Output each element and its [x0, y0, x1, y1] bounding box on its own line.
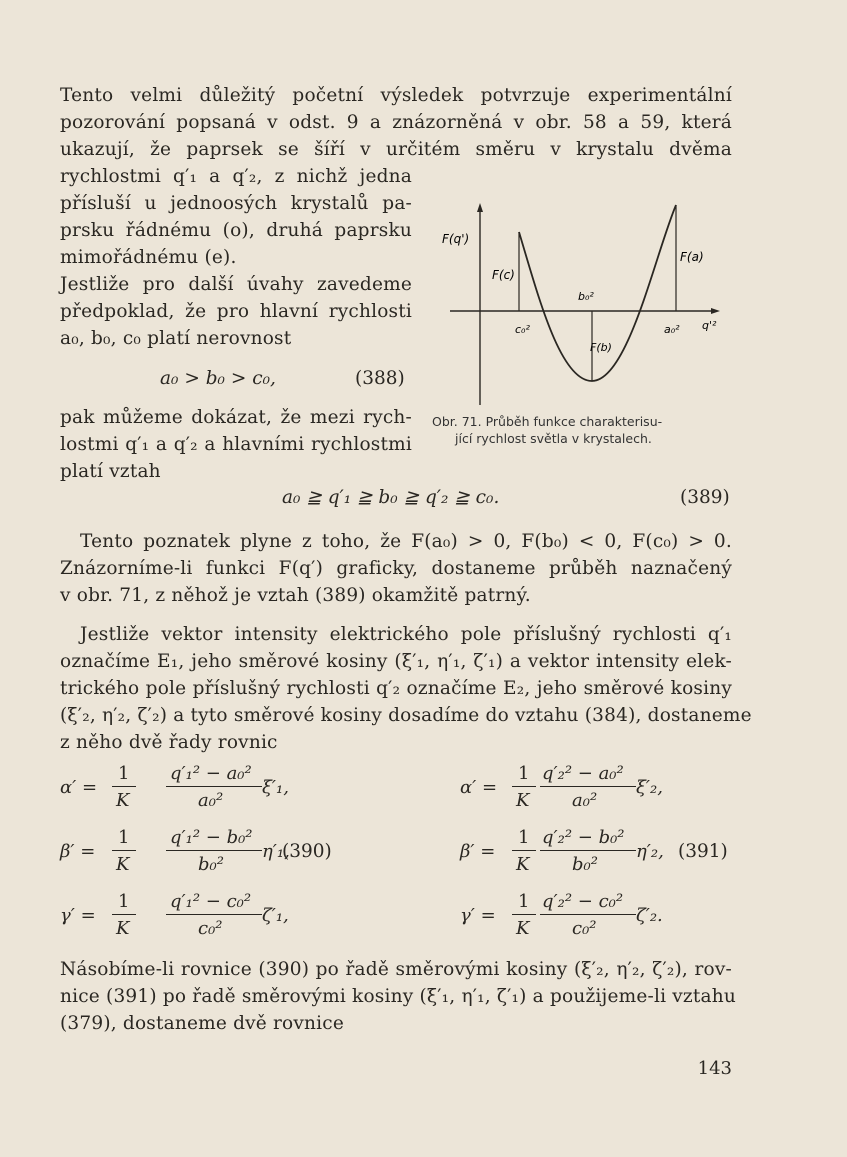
eq-one: 1 — [118, 891, 130, 912]
eq-one: 1 — [518, 891, 530, 912]
equation-number: (388) — [355, 368, 405, 389]
eq-one: 1 — [118, 763, 130, 784]
eq-k: K — [516, 854, 530, 875]
text-line: ukazují, že paprsek se šíří v určitém směru v krystalu dvěma — [60, 139, 732, 160]
text-line: Tento poznatek plyne z toho, že F(a₀) > 0, F(b₀) < 0, F(c₀) > 0. — [80, 531, 732, 552]
eq-k: K — [116, 790, 130, 811]
label-a0: a₀² — [664, 323, 680, 336]
label-f-q: F(q') — [442, 232, 470, 246]
eq-den: a₀² — [198, 790, 224, 811]
equation-389: a₀ ≧ q′₁ ≧ b₀ ≧ q′₂ ≧ c₀. — [282, 487, 500, 508]
text-line: pak můžeme dokázat, že mezi rych- — [60, 407, 412, 428]
eq-num: q′₂² − b₀² — [542, 827, 625, 848]
equation-number: (390) — [282, 841, 332, 862]
eq-one: 1 — [118, 827, 130, 848]
fraction-bar — [112, 786, 136, 787]
eq-den: b₀² — [198, 854, 224, 875]
fraction-bar — [166, 914, 262, 915]
equation-388: a₀ > b₀ > c₀, — [160, 368, 276, 389]
eq-num: q′₁² − a₀² — [170, 763, 252, 784]
eq-num: q′₁² − c₀² — [170, 891, 252, 912]
eq-lhs: α′ = — [460, 777, 498, 798]
eq-k: K — [116, 918, 130, 939]
eq-k: K — [516, 790, 530, 811]
figure-71-graph — [420, 195, 740, 410]
text-line: platí vztah — [60, 461, 161, 482]
text-line: trického pole příslušný rychlosti q′₂ označíme E₂, jeho směrové kosiny — [60, 678, 732, 699]
eq-den: c₀² — [198, 918, 223, 939]
equation-number: (389) — [680, 487, 730, 508]
fraction-bar — [540, 850, 636, 851]
eq-tail: η′₁, — [262, 841, 290, 862]
label-f-c: F(c) — [492, 268, 515, 282]
text-line: z něho dvě řady rovnic — [60, 732, 278, 753]
figure-caption: jící rychlost světla v krystalech. — [455, 431, 652, 446]
fraction-bar — [512, 786, 536, 787]
eq-k: K — [516, 918, 530, 939]
eq-k: K — [116, 854, 130, 875]
fraction-bar — [112, 914, 136, 915]
fraction-bar — [112, 850, 136, 851]
fraction-bar — [166, 786, 262, 787]
text-line: Tento velmi důležitý početní výsledek potvrzuje experimentální — [60, 85, 732, 106]
text-line: lostmi q′₁ a q′₂ a hlavními rychlostmi — [60, 434, 412, 455]
page-number: 143 — [697, 1058, 732, 1079]
eq-den: b₀² — [572, 854, 598, 875]
text-line: označíme E₁, jeho směrové kosiny (ξ′₁, η′₁, ζ′₁) a vektor intensity elek- — [60, 651, 732, 672]
fraction-bar — [166, 850, 262, 851]
text-line: (ξ′₂, η′₂, ζ′₂) a tyto směrové kosiny dosadíme do vztahu (384), dostaneme — [60, 705, 752, 726]
text-line: Jestliže pro další úvahy zavedeme — [60, 274, 412, 295]
eq-tail: ξ′₂, — [636, 777, 663, 798]
text-line: mimořádnému (e). — [60, 247, 237, 268]
label-q2: q'² — [702, 319, 717, 332]
text-line: Znázorníme-li funkci F(q′) graficky, dostaneme průběh naznačený — [60, 558, 732, 579]
text-line: předpoklad, že pro hlavní rychlosti — [60, 301, 412, 322]
eq-one: 1 — [518, 827, 530, 848]
text-line: v obr. 71, z něhož je vztah (389) okamžitě patrný. — [60, 585, 531, 606]
eq-lhs: γ′ = — [460, 905, 496, 926]
fraction-bar — [540, 786, 636, 787]
figure-caption: Obr. 71. Průběh funkce charakterisu- — [432, 414, 663, 429]
text-line: nice (391) po řadě směrovými kosiny (ξ′₁, η′₁, ζ′₁) a použijeme-li vztahu — [60, 986, 736, 1007]
eq-num: q′₂² − c₀² — [542, 891, 624, 912]
eq-tail: ζ′₂. — [636, 905, 663, 926]
eq-lhs: β′ = — [460, 841, 496, 862]
text-line: a₀, b₀, c₀ platí nerovnost — [60, 328, 292, 349]
text-line: (379), dostaneme dvě rovnice — [60, 1013, 344, 1034]
fraction-bar — [540, 914, 636, 915]
eq-one: 1 — [518, 763, 530, 784]
equation-number: (391) — [678, 841, 728, 862]
text-line: rychlostmi q′₁ a q′₂, z nichž jedna — [60, 166, 412, 187]
eq-lhs: α′ = — [60, 777, 98, 798]
eq-num: q′₂² − a₀² — [542, 763, 624, 784]
label-b0: b₀² — [578, 290, 594, 303]
text-line: Jestliže vektor intensity elektrického pole příslušný rychlosti q′₁ — [80, 624, 732, 645]
fraction-bar — [512, 914, 536, 915]
eq-tail: ζ′₁, — [262, 905, 289, 926]
label-f-a: F(a) — [680, 250, 704, 264]
eq-tail: η′₂, — [636, 841, 664, 862]
eq-tail: ξ′₁, — [262, 777, 289, 798]
eq-den: c₀² — [572, 918, 597, 939]
label-c0: c₀² — [515, 323, 530, 336]
eq-lhs: γ′ = — [60, 905, 96, 926]
eq-num: q′₁² − b₀² — [170, 827, 253, 848]
eq-den: a₀² — [572, 790, 598, 811]
text-line: pozorování popsaná v odst. 9 a znázorněná v obr. 58 a 59, která — [60, 112, 732, 133]
fraction-bar — [512, 850, 536, 851]
text-line: Násobíme-li rovnice (390) po řadě směrovými kosiny (ξ′₂, η′₂, ζ′₂), rov- — [60, 959, 732, 980]
label-f-b: F(b) — [590, 341, 612, 354]
text-line: přísluší u jednoosých krystalů pa- — [60, 193, 412, 214]
text-line: prsku řádnému (o), druhá paprsku — [60, 220, 412, 241]
eq-lhs: β′ = — [60, 841, 96, 862]
